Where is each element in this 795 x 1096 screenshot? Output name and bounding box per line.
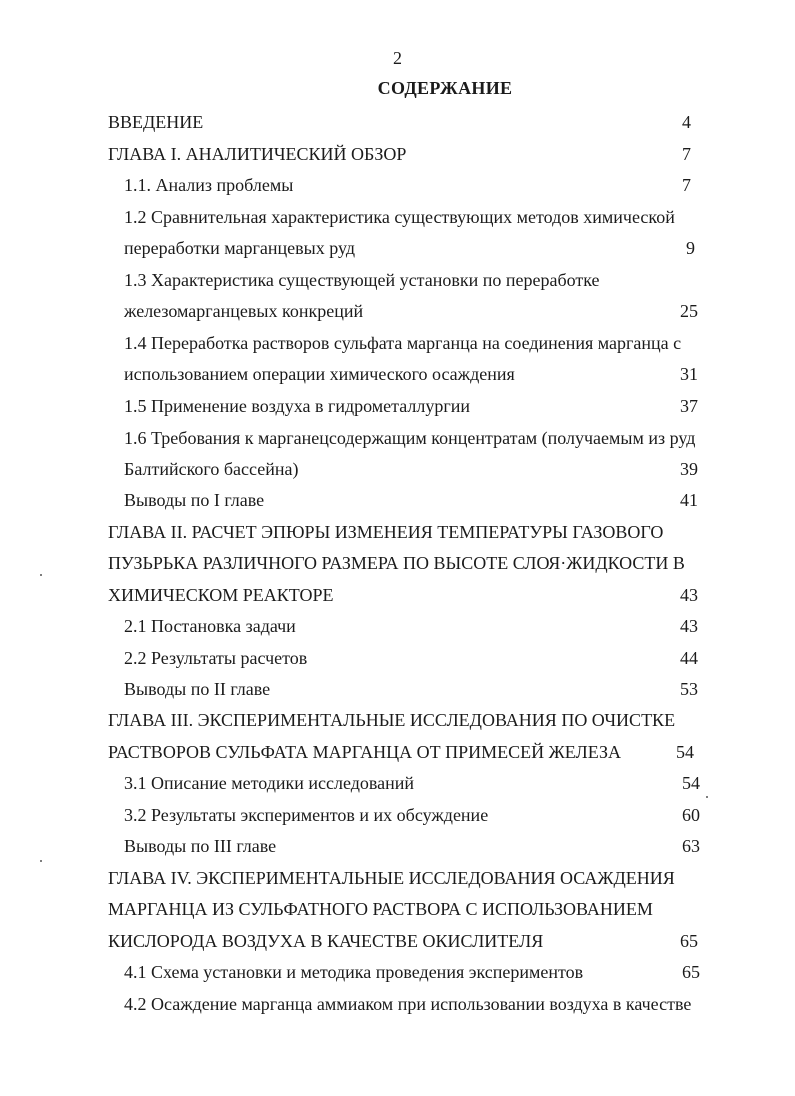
toc-page-number: 37 [680, 396, 698, 416]
toc-page-number: 25 [680, 301, 698, 321]
toc-entry: 3.2 Результаты экспериментов и их обсуждение [124, 805, 489, 825]
toc-entry: Выводы по I главе [124, 490, 265, 510]
toc-entry: железомарганцевых конкреций [124, 301, 364, 321]
page-number: 2 [393, 48, 402, 68]
toc-entry: РАСТВОРОВ СУЛЬФАТА МАРГАНЦА ОТ ПРИМЕСЕЙ ЖЕЛЕЗА [108, 742, 621, 762]
scan-speck [40, 574, 42, 576]
toc-entry: МАРГАНЦА ИЗ СУЛЬФАТНОГО РАСТВОРА С ИСПОЛЬЗОВАНИЕМ [108, 899, 653, 919]
toc-entry: 1.2 Сравнительная характеристика существующих методов химической [124, 207, 675, 227]
toc-page-number: 60 [682, 805, 700, 825]
toc-page-number: 63 [682, 836, 700, 856]
toc-entry: 4.2 Осаждение марганца аммиаком при использовании воздуха в качестве [124, 994, 692, 1014]
toc-page-number: 9 [686, 238, 695, 258]
toc-entry: ГЛАВА II. РАСЧЕТ ЭПЮРЫ ИЗМЕНЕИЯ ТЕМПЕРАТУРЫ ГАЗОВОГО [108, 522, 664, 542]
toc-page-number: 65 [680, 931, 698, 951]
toc-entry: 4.1 Схема установки и методика проведения экспериментов [124, 962, 584, 982]
toc-entry: 2.1 Постановка задачи [124, 616, 296, 636]
toc-entry: Выводы по II главе [124, 679, 271, 699]
toc-page-number: 53 [680, 679, 698, 699]
toc-page-number: 31 [680, 364, 698, 384]
toc-entry: использованием операции химического осаждения [124, 364, 515, 384]
scan-speck [40, 860, 42, 862]
toc-page-number: 54 [682, 773, 700, 793]
toc-page-number: 7 [682, 175, 691, 195]
toc-entry: Балтийского бассейна) [124, 459, 299, 479]
toc-page-number: 44 [680, 648, 698, 668]
toc-entry: Выводы по III главе [124, 836, 277, 856]
page-title: СОДЕРЖАНИЕ [377, 78, 513, 98]
toc-page-number: 7 [682, 144, 691, 164]
toc-page-number: 54 [676, 742, 694, 762]
toc-page-number: 4 [682, 112, 691, 132]
toc-entry: переработки марганцевых руд [124, 238, 356, 258]
toc-entry: 1.5 Применение воздуха в гидрометаллургии [124, 396, 471, 416]
toc-entry: ГЛАВА IV. ЭКСПЕРИМЕНТАЛЬНЫЕ ИССЛЕДОВАНИЯ ОСАЖДЕНИЯ [108, 868, 675, 888]
toc-entry: ГЛАВА III. ЭКСПЕРИМЕНТАЛЬНЫЕ ИССЛЕДОВАНИЯ ПО ОЧИСТКЕ [108, 710, 676, 730]
toc-page-number: 65 [682, 962, 700, 982]
toc-page-number: 41 [680, 490, 698, 510]
toc-entry: ВВЕДЕНИЕ [108, 112, 204, 132]
toc-entry: 1.3 Характеристика существующей установки по переработке [124, 270, 600, 290]
toc-entry: 1.4 Переработка растворов сульфата марганца на соединения марганца с [124, 333, 682, 353]
scan-speck [706, 796, 708, 798]
toc-entry: КИСЛОРОДА ВОЗДУХА В КАЧЕСТВЕ ОКИСЛИТЕЛЯ [108, 931, 544, 951]
toc-entry: 1.1. Анализ проблемы [124, 175, 294, 195]
toc-page-number: 43 [680, 585, 698, 605]
toc-page-number: 43 [680, 616, 698, 636]
toc-entry: 1.6 Требования к марганецсодержащим концентратам (получаемым из руд [124, 428, 696, 448]
toc-entry: ХИМИЧЕСКОМ РЕАКТОРЕ [108, 585, 334, 605]
toc-entry: 3.1 Описание методики исследований [124, 773, 415, 793]
toc-entry: ГЛАВА I. АНАЛИТИЧЕСКИЙ ОБЗОР [108, 144, 407, 164]
toc-page-number: 39 [680, 459, 698, 479]
toc-entry: 2.2 Результаты расчетов [124, 648, 308, 668]
toc-entry: ПУЗЬРЬКА РАЗЛИЧНОГО РАЗМЕРА ПО ВЫСОТЕ СЛОЯ·ЖИДКОСТИ В [108, 553, 685, 573]
